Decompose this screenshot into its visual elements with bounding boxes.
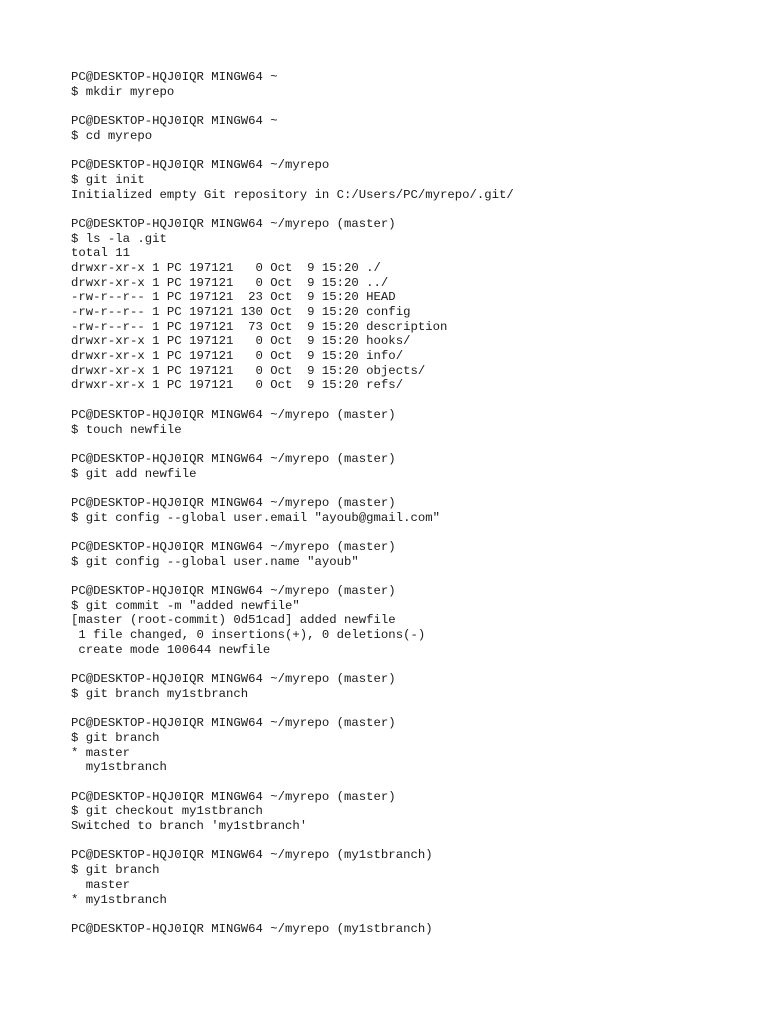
terminal-log <box>71 70 751 937</box>
blank-line <box>71 775 751 790</box>
command-line: $ mkdir myrepo <box>71 84 175 99</box>
output-line: 1 file changed, 0 insertions(+), 0 deletions(-) <box>71 628 426 643</box>
command-line: $ ls -la .git <box>71 231 167 246</box>
blank-line <box>71 525 751 540</box>
blank-line <box>71 393 751 408</box>
output-line: drwxr-xr-x 1 PC 197121 0 Oct 9 15:20 hooks/ <box>71 334 411 349</box>
output-line: drwxr-xr-x 1 PC 197121 0 Oct 9 15:20 objects/ <box>71 363 426 378</box>
blank-line <box>71 658 751 673</box>
prompt-line: PC@DESKTOP-HQJ0IQR MINGW64 ~/myrepo (master) <box>71 672 396 687</box>
output-line: * master <box>71 745 131 760</box>
prompt-line: PC@DESKTOP-HQJ0IQR MINGW64 ~ <box>71 114 278 129</box>
output-line: drwxr-xr-x 1 PC 197121 0 Oct 9 15:20 ../ <box>71 275 389 290</box>
prompt-line: PC@DESKTOP-HQJ0IQR MINGW64 ~/myrepo (master) <box>71 540 396 554</box>
prompt-line: PC@DESKTOP-HQJ0IQR MINGW64 ~/myrepo <box>71 158 330 173</box>
blank-line <box>71 143 751 158</box>
prompt-line: PC@DESKTOP-HQJ0IQR MINGW64 ~/myrepo (master) <box>71 407 396 422</box>
output-line: * my1stbranch <box>71 892 167 907</box>
prompt-line: PC@DESKTOP-HQJ0IQR MINGW64 ~/myrepo (master) <box>71 789 396 804</box>
command-line: $ touch newfile <box>71 422 182 437</box>
prompt-line: PC@DESKTOP-HQJ0IQR MINGW64 ~/myrepo (master) <box>71 716 396 731</box>
output-line: -rw-r--r-- 1 PC 197121 130 Oct 9 15:20 config <box>71 305 411 319</box>
output-line: drwxr-xr-x 1 PC 197121 0 Oct 9 15:20 info/ <box>71 349 404 364</box>
command-line: $ git add newfile <box>71 466 197 481</box>
prompt-line: PC@DESKTOP-HQJ0IQR MINGW64 ~ <box>71 70 278 84</box>
blank-line <box>71 437 751 452</box>
output-line: Switched to branch 'my1stbranch' <box>71 819 308 834</box>
command-line: $ git commit -m "added newfile" <box>71 598 300 613</box>
blank-line <box>71 569 751 584</box>
output-line: -rw-r--r-- 1 PC 197121 73 Oct 9 15:20 description <box>71 319 448 334</box>
command-line: $ git config --global user.email "ayoub@gmail.com" <box>71 510 440 525</box>
prompt-line: PC@DESKTOP-HQJ0IQR MINGW64 ~/myrepo (master) <box>71 495 396 510</box>
command-line: $ git branch <box>71 863 160 878</box>
command-line: $ git init <box>71 172 145 187</box>
command-line: $ git config --global user.name "ayoub" <box>71 554 359 569</box>
output-line: my1stbranch <box>71 760 167 775</box>
blank-line <box>71 202 751 217</box>
blank-line <box>71 907 751 922</box>
prompt-line: PC@DESKTOP-HQJ0IQR MINGW64 ~/myrepo (my1stbranch) <box>71 848 433 863</box>
blank-line <box>71 702 751 717</box>
output-line: [master (root-commit) 0d51cad] added newfile <box>71 613 396 628</box>
output-line: create mode 100644 newfile <box>71 642 271 657</box>
output-line: Initialized empty Git repository in C:/Users/PC/myrepo/.git/ <box>71 187 514 202</box>
output-line: drwxr-xr-x 1 PC 197121 0 Oct 9 15:20 ./ <box>71 260 381 275</box>
prompt-line: PC@DESKTOP-HQJ0IQR MINGW64 ~/myrepo (master) <box>71 584 396 599</box>
output-line: -rw-r--r-- 1 PC 197121 23 Oct 9 15:20 HEAD <box>71 290 396 305</box>
output-line: master <box>71 877 131 892</box>
command-line: $ cd myrepo <box>71 128 153 143</box>
prompt-line: PC@DESKTOP-HQJ0IQR MINGW64 ~/myrepo (master) <box>71 216 396 231</box>
prompt-line: PC@DESKTOP-HQJ0IQR MINGW64 ~/myrepo (master) <box>71 451 396 466</box>
prompt-line: PC@DESKTOP-HQJ0IQR MINGW64 ~/myrepo (my1stbranch) <box>71 921 433 936</box>
command-line: $ git branch <box>71 730 160 745</box>
output-line: drwxr-xr-x 1 PC 197121 0 Oct 9 15:20 refs/ <box>71 378 404 393</box>
blank-line <box>71 99 751 114</box>
blank-line <box>71 481 751 496</box>
output-line: total 11 <box>71 246 131 261</box>
command-line: $ git checkout my1stbranch <box>71 804 263 819</box>
blank-line <box>71 834 751 849</box>
command-line: $ git branch my1stbranch <box>71 686 249 701</box>
